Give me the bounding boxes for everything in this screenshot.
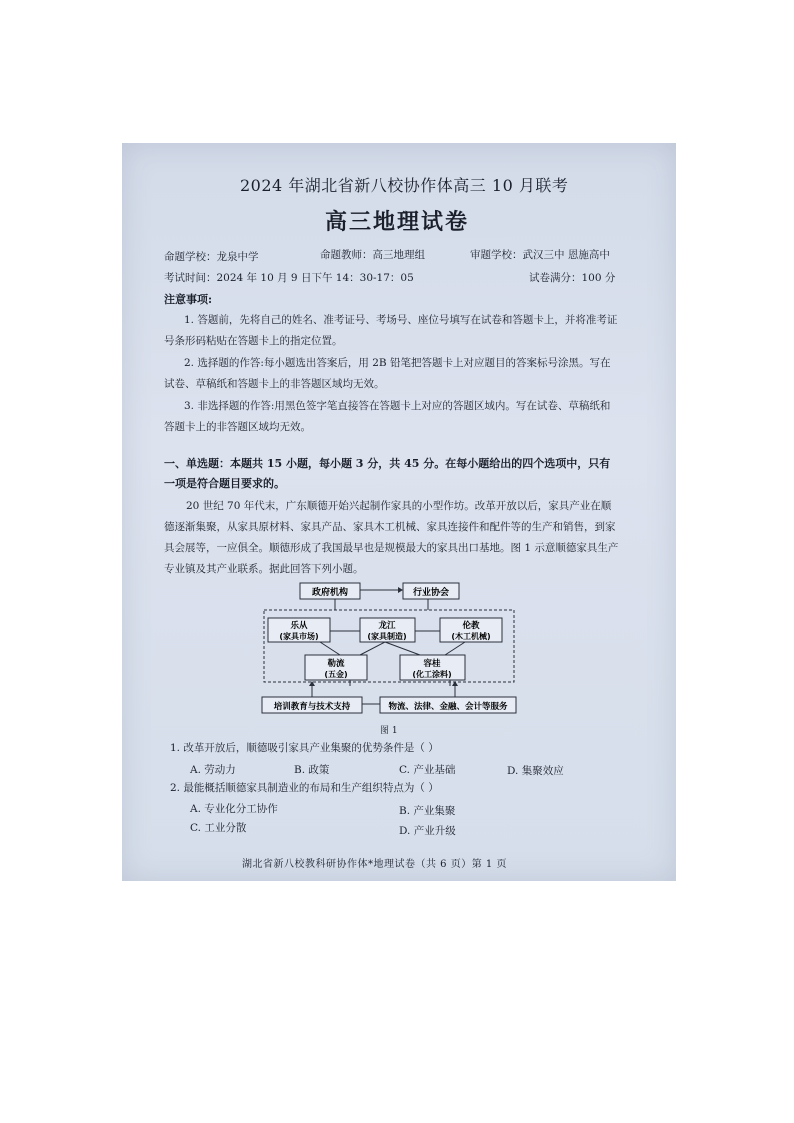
passage: 20 世纪 70 年代末，广东顺德开始兴起制作家具的小型作坊。改革开放以后，家具产业在顺德逐渐集聚，从家具原材料、家具产品、家具木工机械、家具连接件和配件等的生产和销售，到家具会展等，一应俱全。顺德形成了我国最早也是规模最大的家具出口基地。图 1 示意顺德家具生产专业镇及其产业联系。据此回答下列小题。 [164,500,619,575]
meta-school: 命题学校：龙泉中学 [164,251,259,263]
ronggui-role: (化工涂料) [412,670,452,679]
lecong-name: 乐从 [290,621,308,631]
question-1-stem: 1. 改革开放后，顺德吸引家具产业集聚的优势条件是（ ） [170,742,439,754]
training-box [262,697,362,713]
lecong-box [268,618,330,642]
ronggui-box [400,655,465,680]
longjiang-role: (家具制造) [367,632,407,641]
q2-option-b: B. 产业集聚 [399,805,456,817]
notice-item-2: 2. 选择题的作答:每小题选出答案后，用 2B 铅笔把答题卡上对应题目的答案标号涂黑。写在试卷、草稿纸和答题卡上的非答题区域均无效。 [164,357,611,390]
q1-option-a: A. 劳动力 [190,764,236,776]
page-footer: 湖北省新八校教科研协作体*地理试卷（共 6 页）第 1 页 [242,859,507,870]
services-box [380,697,516,713]
lunjiao-role: (木工机械) [451,632,491,641]
question-2-stem: 2. 最能概括顺德家具制造业的布局和生产组织特点为（ ） [170,782,439,794]
meta-time: 考试时间：2024 年 10 月 9 日下午 14：30-17：05 [164,272,414,284]
meta-teacher: 命题教师：高三地理组 [320,249,425,261]
gov-box [300,583,360,599]
q1-option-d: D. 集聚效应 [507,765,564,777]
notice-item-3: 3. 非选择题的作答:用黑色签字笔直接答在答题卡上对应的答题区域内。写在试卷、草稿纸和答题卡上的非答题区域均无效。 [164,400,611,433]
q2-option-a: A. 专业化分工协作 [190,803,278,815]
figure-caption: 图 1 [380,726,398,736]
leliu-box [305,655,367,680]
meta-score: 试卷满分：100 分 [529,272,616,284]
industry-diagram [260,580,520,720]
longjiang-name: 龙江 [378,621,396,631]
services-label: 物流、法律、金融、会计等服务 [388,702,508,712]
exam-paper-photo [122,143,676,881]
longjiang-box [360,618,415,642]
lunjiao-box [440,618,502,642]
notice-heading: 注意事项: [164,293,213,306]
gov-label: 政府机构 [311,588,349,598]
q2-option-c: C. 工业分散 [190,822,247,834]
ronggui-name: 容桂 [423,659,441,669]
notice-item-1: 1. 答题前，先将自己的姓名、准考证号、考场号、座位号填写在试卷和答题卡上，并将准考证号条形码粘贴在答题卡上的指定位置。 [164,314,618,347]
meta-reviewer: 审题学校：武汉三中 恩施高中 [470,249,610,261]
q1-option-b: B. 政策 [294,764,330,776]
assoc-label: 行业协会 [412,588,450,598]
q1-option-c: C. 产业基础 [399,764,456,776]
assoc-box [403,583,459,599]
q2-option-d: D. 产业升级 [399,825,456,837]
subject-title: 高三地理试卷 [325,209,470,235]
leliu-name: 勒流 [327,659,345,669]
lunjiao-name: 伦教 [462,621,480,631]
exam-title: 2024 年湖北省新八校协作体高三 10 月联考 [240,176,569,195]
lecong-role: (家具市场) [279,632,319,641]
training-label: 培训教育与技术支持 [273,702,351,712]
leliu-role: (五金) [324,670,348,679]
section-heading: 一、单选题：本题共 15 小题，每小题 3 分，共 45 分。在每小题给出的四个选项中，只有一项是符合题目要求的。 [164,457,611,490]
